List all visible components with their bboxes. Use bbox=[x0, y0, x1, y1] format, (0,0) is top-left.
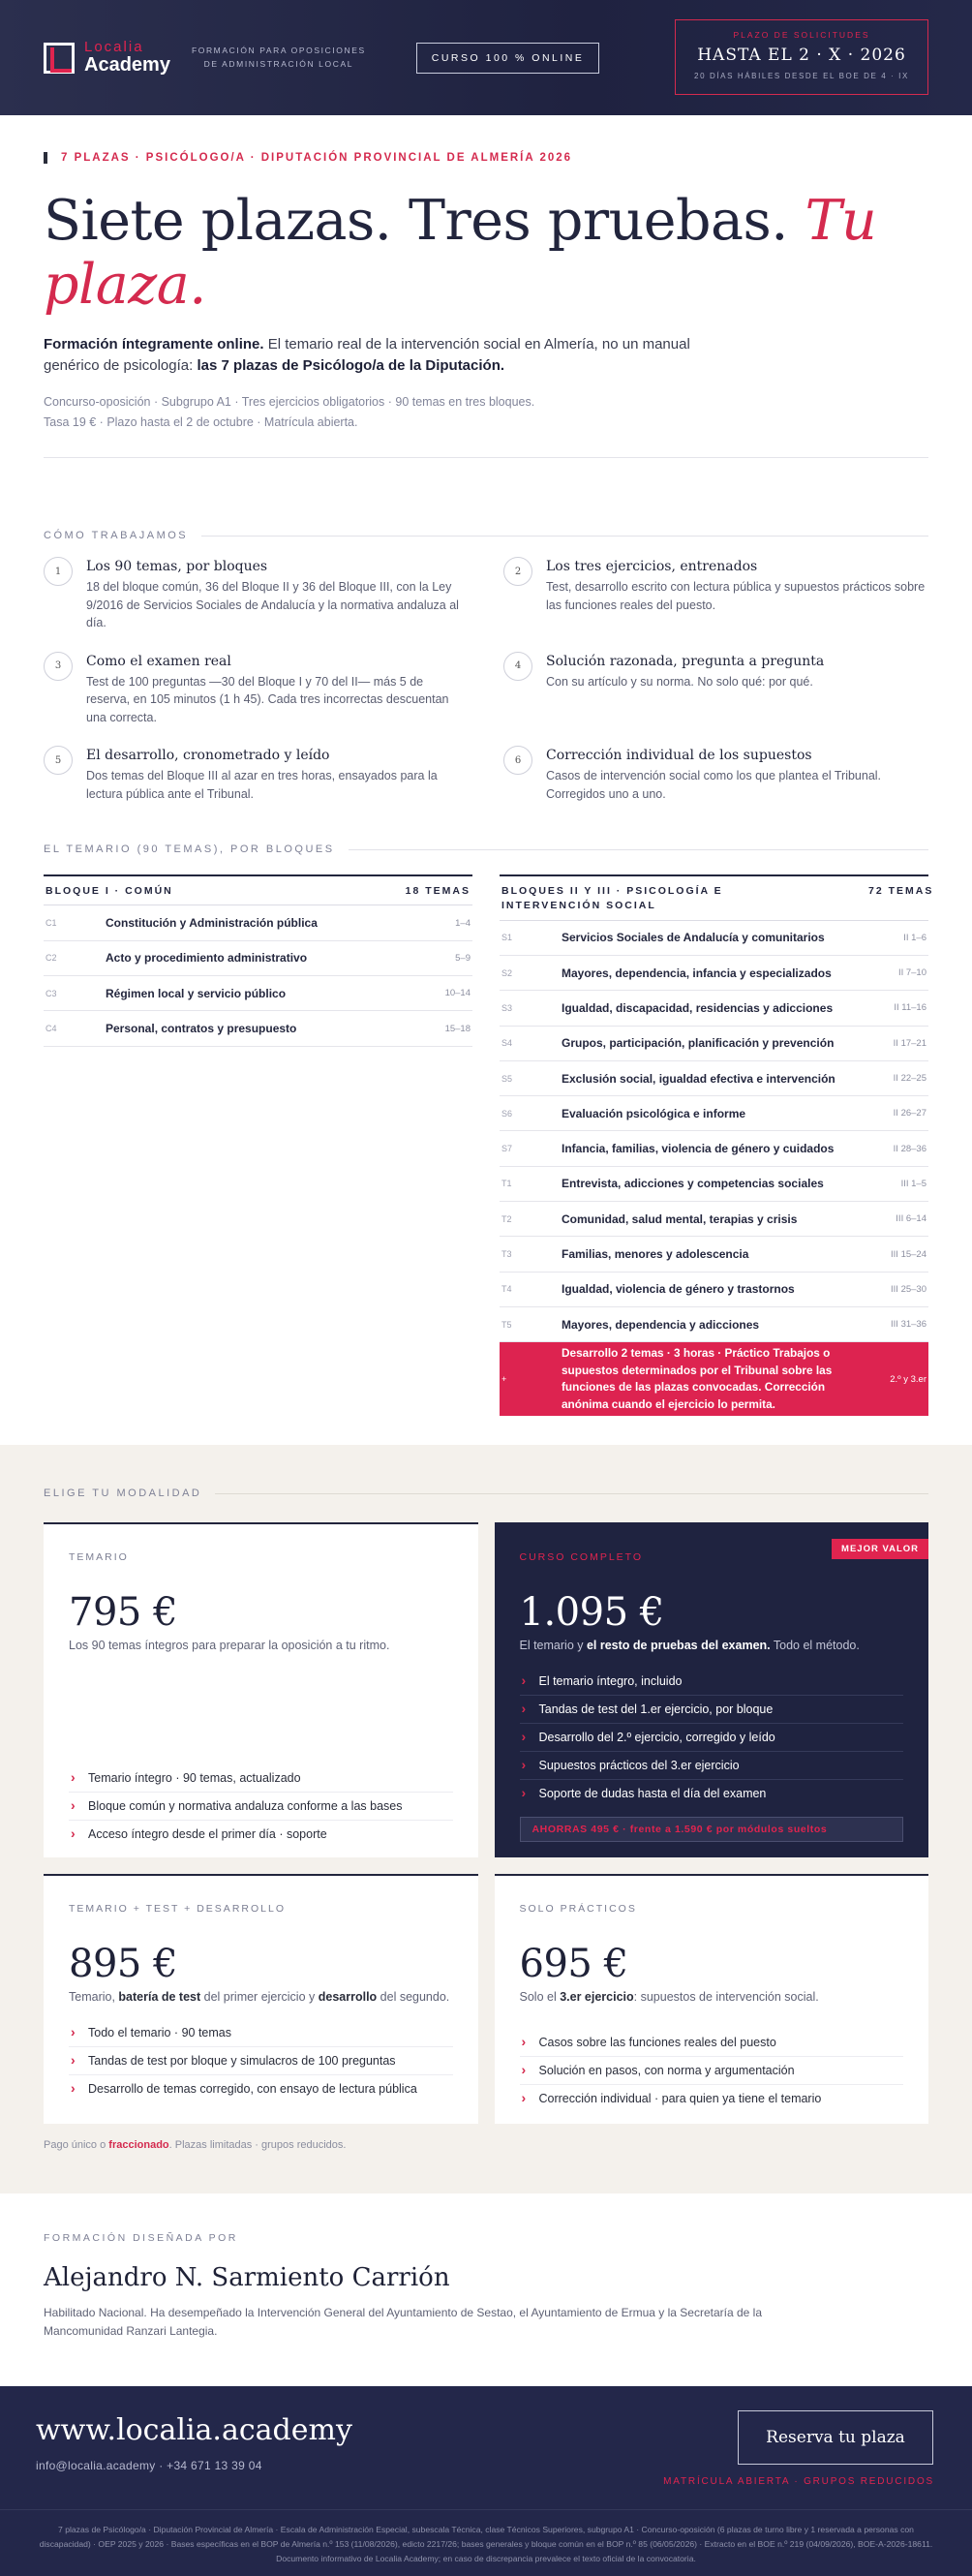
online-course-badge: CURSO 100 % ONLINE bbox=[416, 43, 600, 74]
section-title-method: CÓMO TRABAJAMOS bbox=[44, 530, 928, 541]
step-title: Solución razonada, pregunta a pregunta bbox=[546, 653, 825, 669]
topic-code: C3 bbox=[46, 988, 57, 998]
plan-price: 695 € bbox=[519, 1942, 628, 1987]
topic-code: C2 bbox=[46, 953, 57, 964]
plan-feature-item: › Supuestos prácticos del 3.er ejercicio bbox=[520, 1752, 904, 1780]
topic-row bbox=[500, 1307, 928, 1342]
topic-code: S3 bbox=[501, 1002, 513, 1013]
step-title: Los 90 temas, por bloques bbox=[86, 559, 268, 575]
payment-note: Pago único o fraccionado. Plazas limitadas · grupos reducidos. bbox=[44, 2139, 347, 2152]
topic-range: II 11–16 bbox=[894, 1002, 926, 1014]
topic-code: C1 bbox=[46, 918, 57, 929]
topic-range: III 6–14 bbox=[896, 1213, 926, 1225]
plan-feature-item: › Solución en pasos, con norma y argumentación bbox=[520, 2057, 904, 2085]
topic-row bbox=[44, 1011, 472, 1046]
step-number-icon: 5 bbox=[44, 746, 73, 775]
author-description: Habilitado Nacional. Ha desempeñado la Intervención General del Ayuntamiento de Sestao, el Ayuntamiento de Ermua y la Secretaría de la Mancomunidad Ranzari Lantegia. bbox=[44, 2306, 763, 2338]
legal-text: 7 plazas de Psicólogo/a · Diputación Provincial de Almería · Escala de Administración Especial, subescala Técnica, clase Técnicos Superiores, subgrupo A1 · Concurso-oposición (6 plazas de turno libre y 1 reservada a personas con discapacidad) · OEP 2025 y 2026 · Bases específicas en el BOP de Almería n.º 153 (11/08/2026), edicto 2217/26; bases generales y bloque común en el BOP n.º 85 (06/05/2026) · Extracto en el BOE n.º 219 (04/09/2026), BOE-A-2026-18611. Documento informativo de Localia Academy; en caso de discrepancia prevalece el texto oficial de la convocatoria. bbox=[39, 2525, 933, 2564]
deadline-note: 20 DÍAS HÁBILES DESDE EL BOE DE 4 · IX bbox=[694, 72, 909, 80]
topic-name: Familias, menores y adolescencia bbox=[562, 1247, 749, 1261]
topic-range: 5–9 bbox=[455, 952, 471, 964]
plan-feature-item: › Desarrollo del 2.º ejercicio, corregido y leído bbox=[520, 1724, 904, 1752]
topic-range: 15–18 bbox=[444, 1023, 471, 1034]
plan-card-temario[interactable] bbox=[44, 1522, 478, 1857]
block-specific-table bbox=[500, 874, 934, 1416]
topic-name: Igualdad, violencia de género y trastornos bbox=[562, 1282, 795, 1297]
topic-range: II 7–10 bbox=[897, 967, 926, 979]
topic-range: 1–4 bbox=[455, 917, 471, 929]
topic-name: Infancia, familias, violencia de género y cuidados bbox=[562, 1142, 835, 1156]
logo-text-bottom: Academy bbox=[84, 53, 170, 76]
header-subtitle: FORMACIÓN PARA OPOSICIONES DE ADMINISTRACIÓN LOCAL bbox=[191, 45, 366, 69]
reserve-button[interactable]: Reserva tu plaza bbox=[738, 2410, 933, 2465]
topic-code: T5 bbox=[501, 1319, 512, 1330]
topic-code: T1 bbox=[501, 1179, 512, 1189]
topic-row bbox=[44, 976, 472, 1011]
topic-range: III 1–5 bbox=[900, 1178, 926, 1189]
topic-name: Grupos, participación, planificación y prevención bbox=[562, 1036, 835, 1051]
hero-title-accent: Tu plaza. bbox=[44, 189, 877, 317]
logo[interactable] bbox=[44, 40, 170, 76]
topic-row bbox=[44, 905, 472, 940]
topic-range: III 31–36 bbox=[891, 1319, 926, 1331]
plan-feature-item: › Soporte de dudas hasta el día del examen bbox=[520, 1780, 904, 1807]
plan-features bbox=[520, 2029, 904, 2112]
plan-features bbox=[520, 1668, 904, 1807]
topic-row bbox=[500, 1096, 928, 1131]
hero-section bbox=[0, 115, 972, 434]
step-number-icon: 3 bbox=[44, 652, 73, 681]
step-description: Casos de intervención social como los que plantea el Tribunal. Corregidos uno a uno. bbox=[546, 769, 882, 801]
topic-code: + bbox=[501, 1374, 507, 1385]
topic-name: Régimen local y servicio público bbox=[106, 986, 287, 1000]
plan-description: Solo el 3.er ejercicio: supuestos de intervención social. bbox=[519, 1990, 819, 2005]
topic-name: Entrevista, adicciones y competencias sociales bbox=[562, 1177, 824, 1191]
method-step bbox=[503, 559, 928, 632]
plan-feature-item: › El temario íntegro, incluido bbox=[520, 1668, 904, 1696]
plan-description: Temario, batería de test del primer ejercicio y desarrollo del segundo. bbox=[69, 1990, 450, 2005]
plan-label: CURSO COMPLETO bbox=[519, 1551, 644, 1564]
method-step bbox=[503, 654, 928, 727]
step-description: 18 del bloque común, 36 del Bloque II y 36 del Bloque III, con la Ley 9/2016 de Servicios Sociales de Andalucía y la normativa andaluza al día. bbox=[86, 580, 459, 630]
topic-row bbox=[44, 941, 472, 976]
section-title-temario: EL TEMARIO (90 TEMAS), POR BLOQUES bbox=[44, 843, 928, 855]
topic-code: S4 bbox=[501, 1038, 513, 1049]
temario-section bbox=[0, 803, 972, 1416]
contact-info[interactable]: info@localia.academy · +34 671 13 39 04 bbox=[36, 2459, 262, 2473]
step-title: Los tres ejercicios, entrenados bbox=[546, 559, 758, 575]
logo-mark-icon bbox=[44, 43, 75, 74]
method-step bbox=[503, 748, 928, 803]
plan-feature-item: › Casos sobre las funciones reales del puesto bbox=[520, 2029, 904, 2057]
topic-code: S5 bbox=[501, 1073, 513, 1084]
topic-name: Servicios Sociales de Andalucía y comunitarios bbox=[562, 931, 825, 945]
method-section bbox=[0, 458, 972, 803]
topic-name: Comunidad, salud mental, terapias y crisis bbox=[562, 1211, 798, 1226]
topic-name: Desarrollo 2 temas · 3 horas · Práctico Trabajos o supuestos determinados por el Tribunal sobre las funciones de las plazas convocadas. Corrección anónima cuando el ejercicio lo permita. bbox=[562, 1345, 833, 1411]
author-kicker: FORMACIÓN DISEÑADA POR bbox=[44, 2232, 238, 2245]
topic-range: II 17–21 bbox=[893, 1037, 926, 1049]
topic-row bbox=[500, 1061, 928, 1096]
step-description: Dos temas del Bloque III al azar en tres horas, ensayados para la lectura pública ante el Tribunal. bbox=[86, 769, 438, 801]
step-number-icon: 2 bbox=[503, 557, 532, 586]
method-step bbox=[44, 748, 469, 803]
logo-text-top: Localia bbox=[84, 39, 144, 56]
hero-eyebrow: 7 PLAZAS · PSICÓLOGO/A · DIPUTACIÓN PROVINCIAL DE ALMERÍA 2026 bbox=[44, 152, 928, 164]
step-number-icon: 6 bbox=[503, 746, 532, 775]
topic-range: 2.º y 3.er bbox=[890, 1373, 926, 1385]
topic-row bbox=[500, 1237, 928, 1272]
footer bbox=[0, 2386, 972, 2576]
topic-row bbox=[500, 1202, 928, 1237]
topic-range: II 28–36 bbox=[893, 1143, 926, 1154]
plan-card-temario-test-desarrollo[interactable] bbox=[44, 1874, 478, 2124]
topic-row bbox=[500, 1131, 928, 1166]
topic-name: Personal, contratos y presupuesto bbox=[106, 1022, 297, 1035]
topic-code: T2 bbox=[501, 1213, 512, 1224]
topic-row bbox=[500, 1167, 928, 1202]
plan-label: TEMARIO bbox=[69, 1551, 129, 1564]
plan-card-solo-practicos[interactable] bbox=[495, 1874, 929, 2124]
plan-feature-item: › Tandas de test por bloque y simulacros de 100 preguntas bbox=[69, 2047, 453, 2075]
step-title: Corrección individual de los supuestos bbox=[546, 748, 812, 764]
topic-name: Exclusión social, igualdad efectiva e intervención bbox=[562, 1071, 835, 1086]
step-description: Test, desarrollo escrito con lectura pública y supuestos prácticos sobre las funciones reales del puesto. bbox=[546, 580, 926, 612]
best-value-badge: MEJOR VALOR bbox=[832, 1539, 928, 1559]
website-link[interactable]: www.localia.academy bbox=[36, 2413, 352, 2448]
topic-name: Mayores, dependencia, infancia y especializados bbox=[562, 966, 832, 980]
plan-price: 795 € bbox=[69, 1590, 178, 1636]
author-name: Alejandro N. Sarmiento Carrión bbox=[44, 2263, 450, 2293]
topic-code: T3 bbox=[501, 1249, 512, 1259]
plan-description: Los 90 temas íntegros para preparar la oposición a tu ritmo. bbox=[69, 1639, 390, 1653]
deadline-value: HASTA EL 2 · X · 2026 bbox=[697, 46, 906, 65]
hero-title: Siete plazas. Tres pruebas. Tu plaza. bbox=[44, 189, 877, 317]
plan-feature-item: › Temario íntegro · 90 temas, actualizado bbox=[69, 1764, 453, 1793]
topic-row bbox=[500, 991, 928, 1026]
plan-feature-item: › Tandas de test del 1.er ejercicio, por bloque bbox=[520, 1696, 904, 1724]
topic-range: III 15–24 bbox=[891, 1248, 926, 1260]
topic-code: S1 bbox=[501, 933, 513, 943]
topic-range: II 1–6 bbox=[903, 932, 926, 943]
plan-card-full-course[interactable] bbox=[495, 1522, 929, 1857]
section-title-pricing: ELIGE TU MODALIDAD bbox=[44, 1487, 928, 1499]
topic-code: S6 bbox=[501, 1108, 513, 1119]
method-steps bbox=[44, 559, 928, 803]
enrollment-tag: MATRÍCULA ABIERTA · GRUPOS REDUCIDOS bbox=[663, 2476, 934, 2488]
topic-range: 10–14 bbox=[444, 988, 471, 999]
step-number-icon: 4 bbox=[503, 652, 532, 681]
plan-feature-item: › Acceso íntegro desde el primer día · soporte bbox=[69, 1821, 453, 1848]
topic-code: S2 bbox=[501, 967, 513, 978]
plan-feature-item: › Bloque común y normativa andaluza conforme a las bases bbox=[69, 1793, 453, 1821]
author-section bbox=[0, 2193, 972, 2386]
plan-feature-item: › Corrección individual · para quien ya tiene el temario bbox=[520, 2085, 904, 2112]
top-header bbox=[0, 0, 972, 115]
topic-range: II 22–25 bbox=[893, 1073, 926, 1085]
topic-name: Constitución y Administración pública bbox=[106, 916, 318, 931]
topic-range: III 25–30 bbox=[891, 1283, 926, 1295]
topic-code: T4 bbox=[501, 1284, 512, 1295]
topic-row bbox=[500, 921, 928, 956]
pricing-section bbox=[0, 1445, 972, 2193]
step-description: Test de 100 preguntas —30 del Bloque I y 70 del II— más 5 de reserva, en 105 minutos (1 h 45). Cada tres incorrectas descuentan una correcta. bbox=[86, 674, 449, 724]
plan-feature-item: › Desarrollo de temas corregido, con ensayo de lectura pública bbox=[69, 2075, 453, 2102]
topic-range: II 26–27 bbox=[893, 1108, 926, 1119]
plan-feature-item: › Todo el temario · 90 temas bbox=[69, 2019, 453, 2047]
step-number-icon: 1 bbox=[44, 557, 73, 586]
topic-code: S7 bbox=[501, 1144, 513, 1154]
plan-price: 895 € bbox=[69, 1942, 178, 1987]
step-title: El desarrollo, cronometrado y leído bbox=[86, 748, 330, 764]
plan-price: 1.095 € bbox=[519, 1590, 664, 1636]
savings-note: AHORRAS 495 € · frente a 1.590 € por módulos sueltos bbox=[520, 1817, 904, 1842]
topic-code: C4 bbox=[46, 1024, 57, 1033]
installments-link[interactable]: fraccionado bbox=[108, 2139, 169, 2152]
method-step bbox=[44, 654, 469, 727]
block-common-table bbox=[44, 874, 472, 1046]
topic-name: Igualdad, discapacidad, residencias y adicciones bbox=[562, 1000, 834, 1015]
plan-features bbox=[69, 2019, 453, 2102]
hero-meta: Concurso-oposición · Subgrupo A1 · Tres ejercicios obligatorios · 90 temas en tres bloques. Tasa 19 € · Plazo hasta el 2 de octubre · Matrícula abierta. bbox=[44, 394, 535, 430]
hero-lead: Formación íntegramente online. El temario real de la intervención social en Almería, no un manual genérico de psicología: las 7 plazas de Psicólogo/a de la Diputación. bbox=[44, 336, 690, 374]
topic-name: Mayores, dependencia y adicciones bbox=[562, 1317, 760, 1332]
deadline-label: PLAZO DE SOLICITUDES bbox=[733, 30, 870, 40]
step-title: Como el examen real bbox=[86, 653, 231, 669]
topic-name: Evaluación psicológica e informe bbox=[562, 1106, 746, 1120]
topic-row bbox=[500, 956, 928, 991]
plan-description: El temario y el resto de pruebas del examen. Todo el método. bbox=[519, 1639, 860, 1653]
plan-label: SOLO PRÁCTICOS bbox=[519, 1903, 637, 1916]
plan-features bbox=[69, 1764, 453, 1848]
step-description: Con su artículo y su norma. No solo qué: por qué. bbox=[546, 674, 813, 689]
plan-label: TEMARIO + TEST + DESARROLLO bbox=[69, 1903, 286, 1916]
method-step bbox=[44, 559, 469, 632]
block-common-header: BLOQUE I · COMÚN 18 TEMAS bbox=[44, 876, 472, 905]
topic-row bbox=[500, 1027, 928, 1061]
topic-name: Acto y procedimiento administrativo bbox=[106, 951, 308, 966]
topic-row bbox=[500, 1273, 928, 1307]
exercises-highlight-row bbox=[500, 1342, 928, 1416]
block-specific-header: BLOQUES II Y III · PSICOLOGÍA E INTERVENCIÓN SOCIAL 72 TEMAS bbox=[500, 876, 928, 920]
deadline-box bbox=[675, 19, 928, 95]
footer-divider bbox=[0, 2509, 972, 2510]
